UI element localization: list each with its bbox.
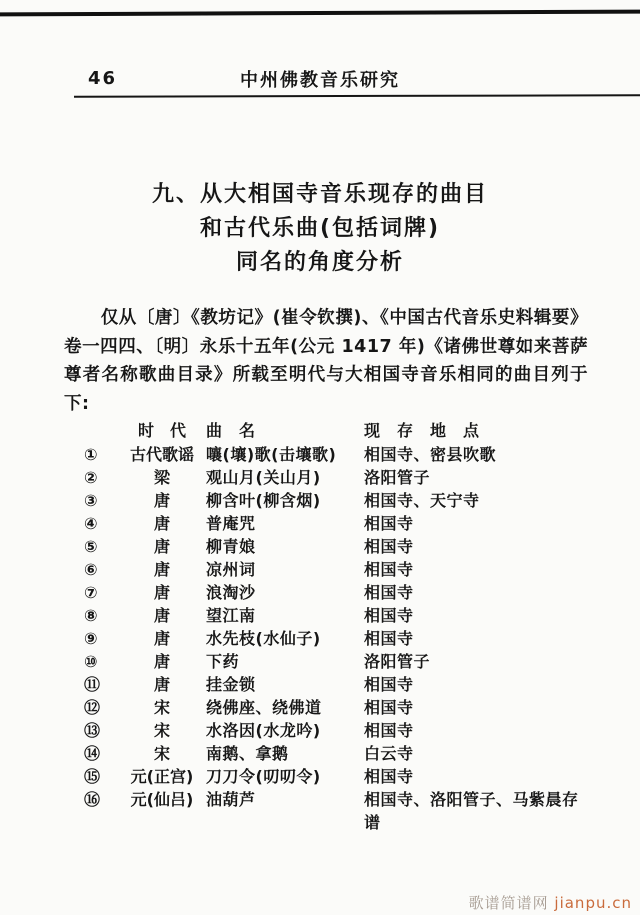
row-era: 唐 bbox=[153, 675, 170, 694]
row-number: ⑧ bbox=[84, 606, 98, 625]
table-row bbox=[84, 466, 604, 489]
row-location: 相国寺 bbox=[364, 721, 414, 740]
table-row bbox=[84, 719, 604, 742]
row-era: 唐 bbox=[153, 652, 170, 671]
row-song-name: 浪淘沙 bbox=[206, 583, 256, 602]
row-era: 元(仙吕) bbox=[130, 790, 194, 809]
chapter-title bbox=[0, 178, 640, 280]
row-location: 相国寺 bbox=[364, 675, 414, 694]
table-row bbox=[84, 535, 604, 558]
row-location: 相国寺、密县吹歌 bbox=[364, 445, 497, 464]
table-row bbox=[84, 581, 604, 604]
song-table bbox=[84, 419, 604, 834]
chapter-title-line3: 同名的角度分析 bbox=[235, 250, 404, 275]
row-number: ⑥ bbox=[84, 560, 98, 579]
row-era: 梁 bbox=[153, 468, 170, 487]
row-number: ② bbox=[84, 468, 98, 487]
row-song-name: 油葫芦 bbox=[206, 790, 256, 809]
table-row bbox=[84, 765, 604, 788]
row-song-name: 刀刀令(叨叨令) bbox=[206, 767, 321, 786]
row-era: 唐 bbox=[153, 629, 170, 648]
table-row bbox=[84, 788, 604, 834]
row-location: 白云寺 bbox=[364, 744, 414, 763]
row-song-name: 绕佛座、绕佛道 bbox=[206, 698, 322, 717]
row-song-name: 观山月(关山月) bbox=[206, 468, 321, 487]
row-era: 唐 bbox=[153, 560, 170, 579]
row-number: ⑯ bbox=[84, 790, 101, 809]
table-row bbox=[84, 604, 604, 627]
header-song-name: 曲 名 bbox=[206, 421, 256, 440]
row-number: ⑭ bbox=[84, 744, 101, 763]
row-number: ⑮ bbox=[84, 767, 101, 786]
row-song-name: 下药 bbox=[206, 652, 240, 671]
row-location: 相国寺 bbox=[364, 514, 414, 533]
song-table-header bbox=[84, 419, 604, 442]
row-era: 唐 bbox=[153, 606, 170, 625]
row-location: 洛阳管子 bbox=[364, 468, 431, 487]
row-number: ⑬ bbox=[84, 721, 101, 740]
row-location: 洛阳管子 bbox=[364, 652, 431, 671]
row-song-name: 水先枝(水仙子) bbox=[206, 629, 321, 648]
row-number: ⑫ bbox=[84, 698, 101, 717]
row-number: ⑤ bbox=[84, 537, 98, 556]
table-row bbox=[84, 512, 604, 535]
row-era: 古代歌谣 bbox=[129, 445, 194, 464]
song-table-body bbox=[84, 443, 604, 834]
running-header: 中州佛教音乐研究 bbox=[240, 70, 400, 91]
table-row bbox=[84, 696, 604, 719]
chapter-title-line1: 九、从大相国寺音乐现存的曲目 bbox=[151, 182, 488, 207]
row-song-name: 柳青娘 bbox=[206, 537, 256, 556]
page-number: 46 bbox=[88, 68, 118, 89]
row-location: 相国寺 bbox=[364, 583, 414, 602]
table-row bbox=[84, 650, 604, 673]
row-location: 相国寺 bbox=[364, 629, 414, 648]
table-row bbox=[84, 673, 604, 696]
table-row bbox=[84, 489, 604, 512]
row-song-name: 南鹅、拿鹅 bbox=[206, 744, 289, 763]
row-song-name: 挂金锁 bbox=[206, 675, 256, 694]
row-era: 宋 bbox=[153, 744, 170, 763]
watermark-site-name: 歌谱简谱网 bbox=[468, 894, 549, 912]
row-era: 唐 bbox=[153, 537, 170, 556]
row-era: 唐 bbox=[153, 491, 170, 510]
row-number: ① bbox=[84, 445, 98, 464]
row-location: 相国寺、天宁寺 bbox=[364, 491, 480, 510]
table-row bbox=[84, 558, 604, 581]
row-number: ⑨ bbox=[84, 629, 98, 648]
row-song-name: 柳含叶(柳含烟) bbox=[206, 491, 321, 510]
row-location: 相国寺 bbox=[364, 560, 414, 579]
watermark bbox=[469, 892, 632, 913]
table-row bbox=[84, 627, 604, 650]
row-song-name: 凉州词 bbox=[206, 560, 256, 579]
row-number: ⑪ bbox=[84, 675, 101, 694]
header-location: 现 存 地 点 bbox=[364, 421, 480, 440]
intro-paragraph: 仅从〔唐〕《教坊记》(崔令钦撰)、《中国古代音乐史料辑要》卷一四四、〔明〕永乐十五年(公元 1417 年)《诸佛世尊如来菩萨尊者名称歌曲目录》所载至明代与大相国寺音乐相同的曲目列于下: bbox=[64, 308, 588, 414]
row-era: 宋 bbox=[153, 721, 170, 740]
row-location: 相国寺 bbox=[364, 606, 414, 625]
row-song-name: 普庵咒 bbox=[206, 514, 256, 533]
header-rule bbox=[74, 94, 640, 97]
scan-edge-artifact bbox=[0, 10, 640, 17]
row-location: 相国寺 bbox=[364, 537, 414, 556]
row-location: 相国寺 bbox=[364, 698, 414, 717]
row-era: 唐 bbox=[153, 514, 170, 533]
chapter-title-line2: 和古代乐曲(包括词牌) bbox=[199, 216, 441, 241]
row-number: ⑦ bbox=[84, 583, 98, 602]
row-location: 相国寺、洛阳管子、马紫晨存谱 bbox=[364, 790, 579, 832]
row-number: ④ bbox=[84, 514, 98, 533]
row-song-name: 嚷(壤)歌(击壤歌) bbox=[206, 445, 337, 464]
row-era: 唐 bbox=[153, 583, 170, 602]
table-row bbox=[84, 443, 604, 466]
row-era: 元(正宫) bbox=[130, 767, 194, 786]
watermark-site-url: jianpu.cn bbox=[554, 894, 632, 912]
row-song-name: 水洛因(水龙吟) bbox=[206, 721, 321, 740]
row-location: 相国寺 bbox=[364, 767, 414, 786]
row-song-name: 望江南 bbox=[206, 606, 256, 625]
row-era: 宋 bbox=[153, 698, 170, 717]
row-number: ⑩ bbox=[84, 652, 98, 671]
header-era: 时 代 bbox=[137, 421, 186, 440]
table-row bbox=[84, 742, 604, 765]
row-number: ③ bbox=[84, 491, 98, 510]
